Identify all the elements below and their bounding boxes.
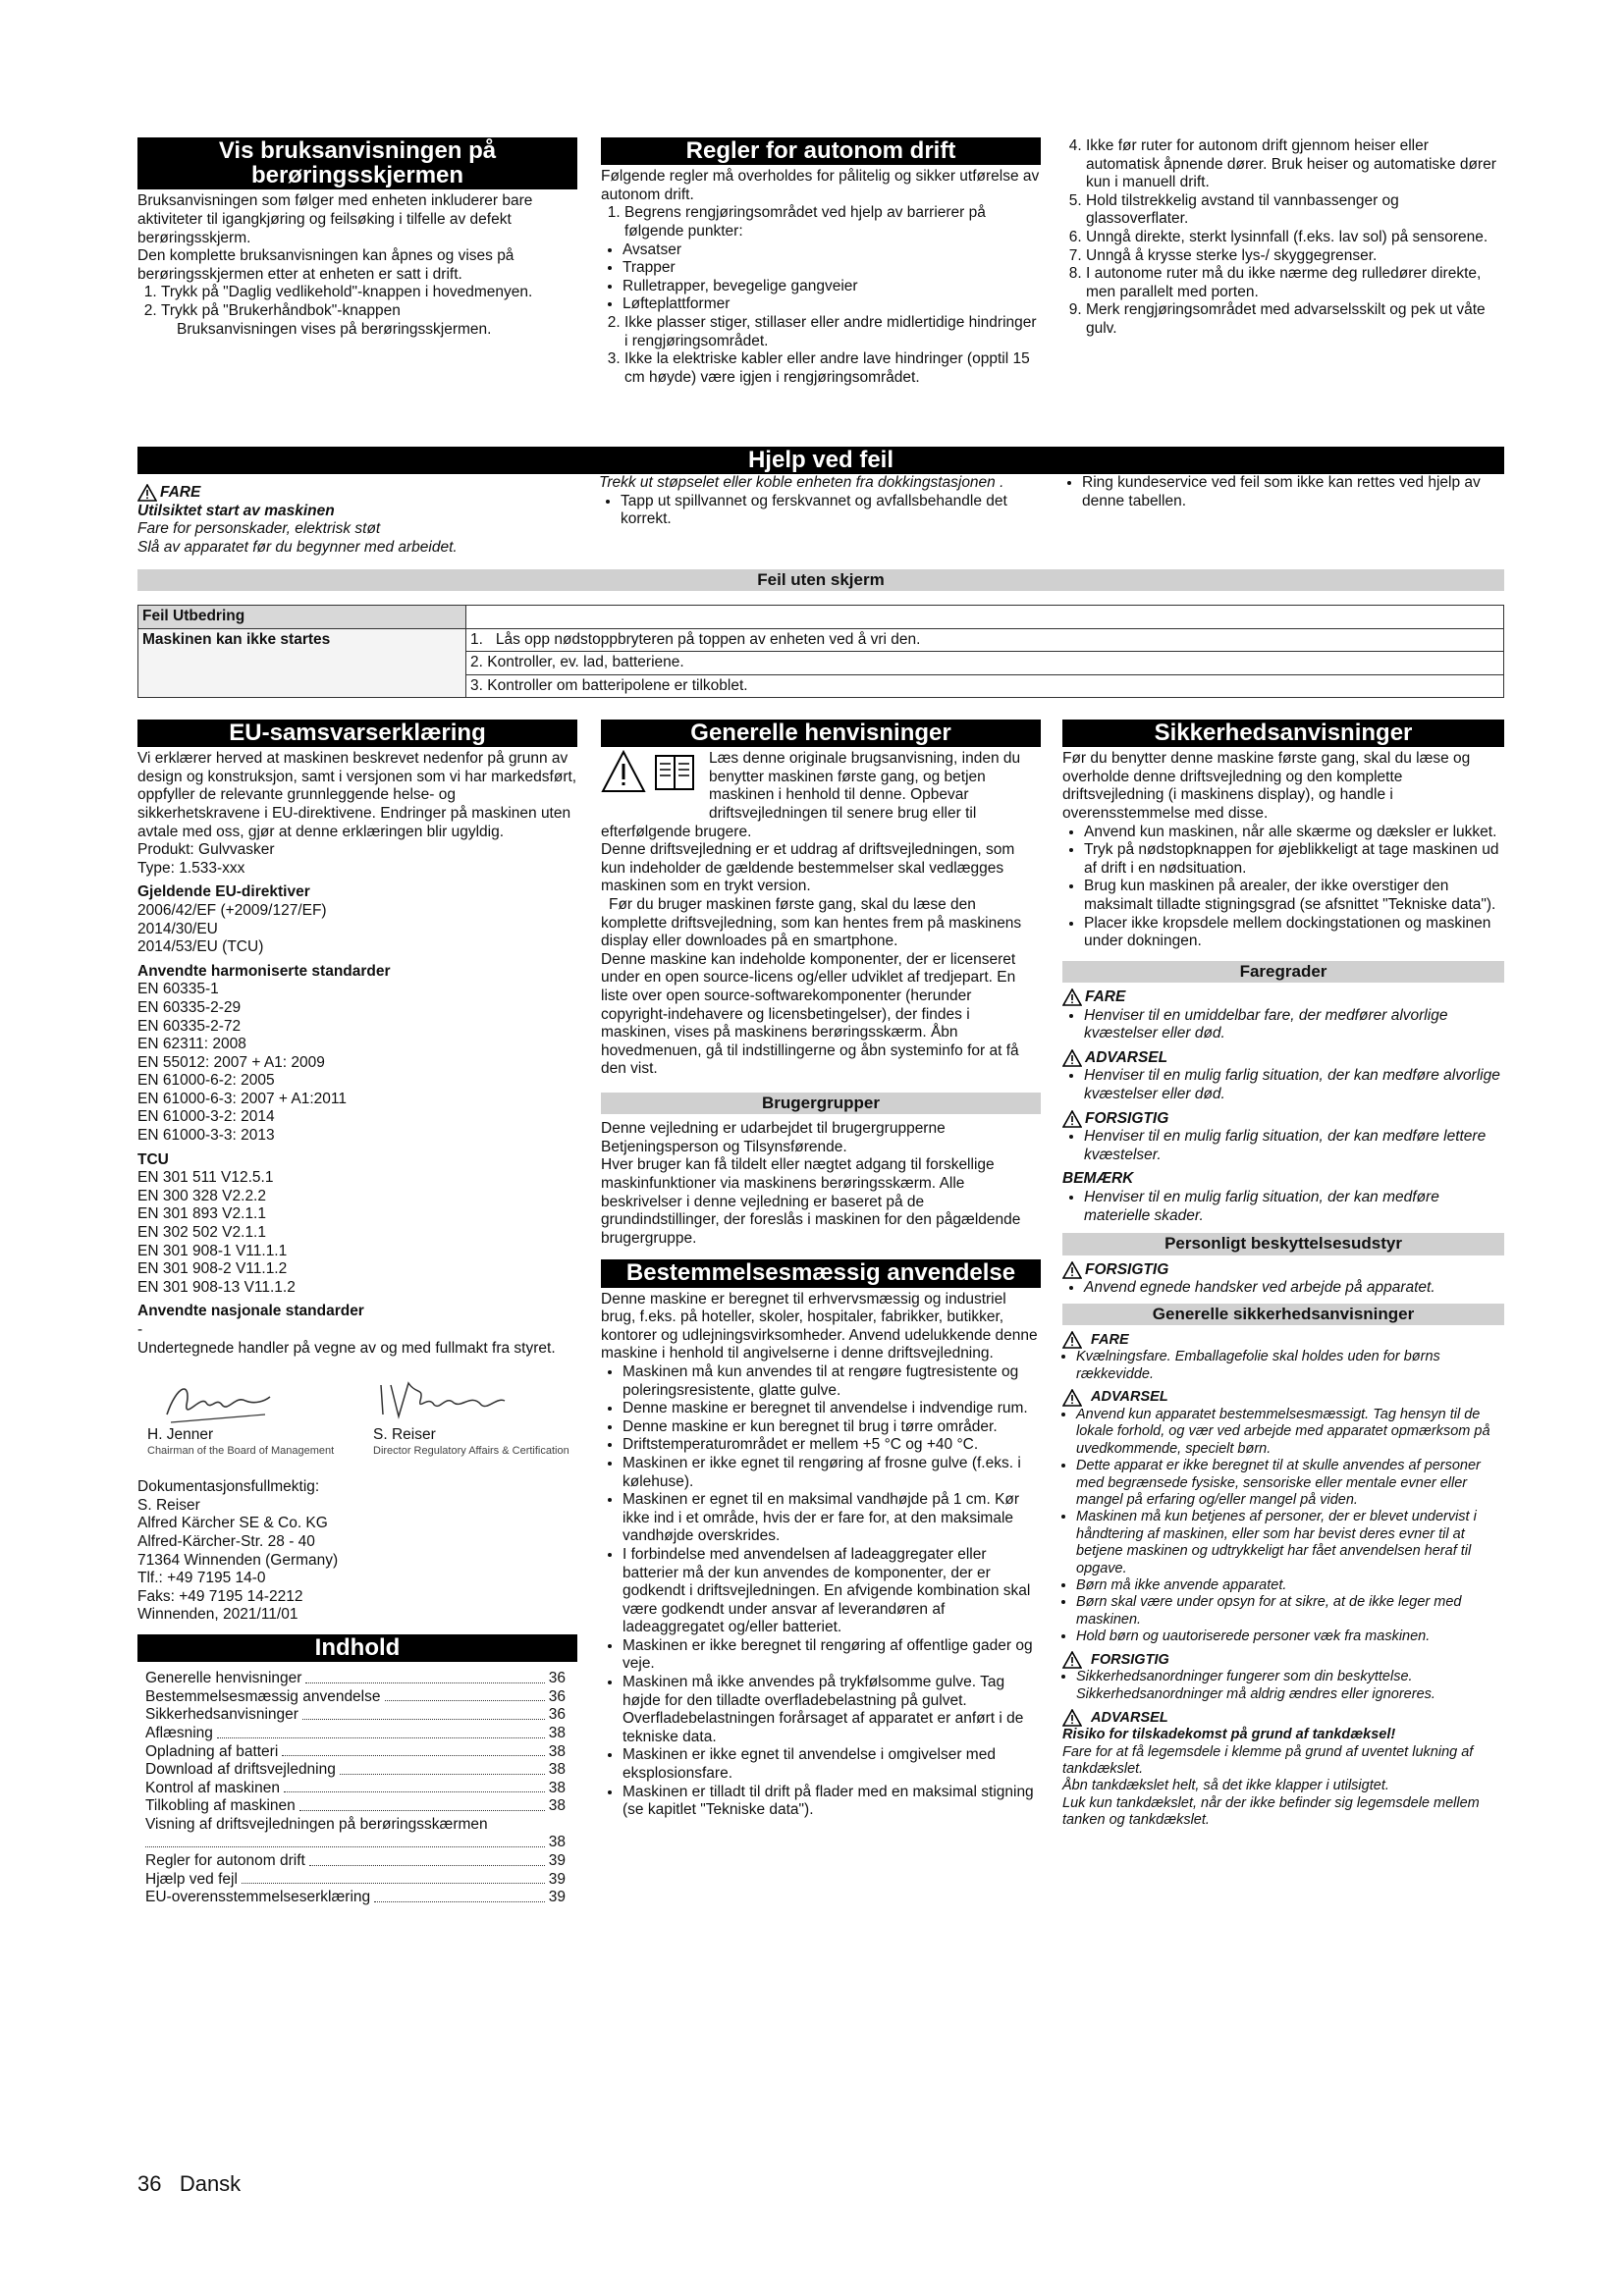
- toc-entry[interactable]: EU-overensstemmelseserklæring 39: [145, 1889, 566, 1906]
- standard: EN 55012: 2007 + A1: 2009: [137, 1053, 325, 1071]
- page-number: 36: [137, 2171, 162, 2196]
- hazard-level: BEMÆRK: [1062, 1170, 1134, 1188]
- subsection-title: Personligt beskyttelsesudstyr: [1062, 1233, 1504, 1255]
- paragraph: Denne maskine er beregnet til erhvervsmæssig og industriel brug, f.eks. på hoteller, skoler, hospitaler, fabrikker, butikker, kontorer og udlejningsvirksomheder. Anvend udelukkende denne maskine i henhold til angivelserne i denne driftsvejledning.: [601, 1290, 1038, 1362]
- address-line: Alfred Kärcher SE & Co. KG: [137, 1515, 328, 1532]
- page-language: Dansk: [179, 2171, 242, 2196]
- address-line: Dokumentasjonsfullmektig:: [137, 1478, 320, 1496]
- bullet-list: [599, 493, 1039, 529]
- list-item: • Brug kun maskinen på arealer, der ikke overstiger den maksimalt tilladte stigningsgrad (se afsnittet "Tekniske data").: [1084, 878, 1504, 914]
- address-line: Winnenden, 2021/11/01: [137, 1606, 298, 1624]
- fix-step: Lås opp nødstoppbryteren på toppen av enheten ved å vri den.: [495, 630, 921, 648]
- list-item: • Børn må ikke anvende apparatet.: [1076, 1577, 1504, 1594]
- list-item: • Driftstemperaturområdet er mellem +5 °C og +40 °C.: [623, 1436, 1041, 1455]
- address-line: Alfred-Kärcher-Str. 28 - 40: [137, 1532, 315, 1550]
- standard: EN 62311: 2008: [137, 1036, 246, 1053]
- standard: EN 60335-2-72: [137, 1017, 242, 1035]
- signer-name: H. Jenner: [147, 1426, 214, 1444]
- steps-list: [1062, 137, 1504, 339]
- list-item: • Anvend egnede handsker ved arbejde på apparatet.: [1084, 1279, 1504, 1298]
- list-item: • Denne maskine er beregnet til anvendelse i indvendige rum.: [623, 1400, 1041, 1418]
- hazard-level: FORSIGTIG: [1062, 1651, 1504, 1669]
- warning-text: Åbn tankdækslet helt, så det ikke klapper i utilsigtet.: [1062, 1778, 1389, 1794]
- warning-text: Luk kun tankdækslet, når der ikke befinder sig legemsdele mellem tanken og tankdækslet.: [1062, 1794, 1480, 1829]
- signer-name: S. Reiser: [373, 1426, 436, 1444]
- standard: EN 61000-3-2: 2014: [137, 1108, 275, 1126]
- list-item: • Henviser til en mulig farlig situation, der kan medføre alvorlige kvæstelser eller død.: [1084, 1067, 1504, 1103]
- toc-entry[interactable]: Opladning af batteri 38: [145, 1742, 566, 1760]
- list-item: • Anvend kun apparatet bestemmelsesmæssigt. Tag hensyn til de lokale forhold, og vær ved arbejde med apparatet opmærksom på uvedkommende, specielt børn.: [1076, 1407, 1504, 1458]
- section-title: EU-samsvarserklæring: [137, 720, 577, 747]
- warning-triangle-icon: [1062, 1651, 1082, 1669]
- paragraph: Hver bruger kan få tildelt eller nægtet adgang til forskellige maskinfunktioner via maskinens berøringsskærm. Alle beskrivelser i denne vejledning er baseret på de grundindstillinger, der foreslås i maskinen for den pågældende brugergruppe.: [601, 1156, 1021, 1247]
- signature-reiser: [373, 1375, 511, 1429]
- list-item: 2. Ikke plasser stiger, stillaser eller andre midlertidige hindringer i rengjøringsområdet.: [624, 314, 1041, 350]
- toc-entry[interactable]: Bestemmelsesmæssig anvendelse 36: [145, 1687, 566, 1705]
- list-item: • Avsatser: [623, 241, 1041, 260]
- list-item: • Henviser til en mulig farlig situation, der kan medføre materielle skader.: [1084, 1189, 1504, 1225]
- bullet-list: [1062, 1007, 1504, 1043]
- hazard-level: ADVARSEL: [1062, 1709, 1504, 1727]
- warning-triangle-icon: [601, 750, 646, 793]
- list-item: • Maskinen er ikke egnet til rengøring af frosne gulve (f.eks. i kølehuse).: [623, 1455, 1041, 1491]
- toc-entry[interactable]: Visning af driftsvejledningen på berøringsskærmen 38: [145, 1815, 566, 1851]
- bullet-list: [601, 1363, 1041, 1820]
- bullet-list: [1062, 1279, 1504, 1298]
- fix-step: Kontroller om batteripolene er tilkoblet.: [487, 676, 748, 694]
- section-sikkerhed: [1062, 720, 1504, 1830]
- list-item: • Henviser til en umiddelbar fare, der medfører alvorlige kvæstelser eller død.: [1084, 1007, 1504, 1043]
- fault-table: [137, 605, 1504, 698]
- type: Type: 1.533-xxx: [137, 859, 245, 877]
- subsection-title: Feil uten skjerm: [137, 569, 1504, 591]
- list-item: 7. Unngå å krysse sterke lys-/ skyggegrenser.: [1086, 247, 1504, 266]
- warning-triangle-icon: [1062, 1389, 1082, 1407]
- standard: EN 60335-2-29: [137, 998, 242, 1016]
- toc-entry[interactable]: Kontrol af maskinen 38: [145, 1779, 566, 1796]
- section-eu: [137, 720, 577, 1907]
- warning-triangle-icon: [137, 484, 157, 502]
- table-header: Feil Utbedring: [138, 605, 466, 628]
- address-line: Tlf.: +49 7195 14-0: [137, 1570, 266, 1587]
- signature-jenner: [157, 1375, 275, 1429]
- paragraph: Denne maskine kan indeholde komponenter, der er licenseret under en open source-licens og/eller udviklet af tredjepart. En liste over open source-softwarekomponenter (herunder copyright-indehavere og licensbetingelser), der findes i maskinen, vises på maskinens berøringsskærm. Åbn hovedmenuen, gå til indstillingerne og åbn systeminfo for at få den vist.: [601, 950, 1019, 1078]
- subheading: TCU: [137, 1150, 169, 1168]
- warning-triangle-icon: [1062, 1709, 1082, 1727]
- standard: EN 301 893 V2.1.1: [137, 1205, 266, 1223]
- table-cell: 1. Lås opp nødstoppbryteren på toppen av enheten ved å vri den. 2. Kontroller, ev. lad, batteriene. 3. Kontroller om batteripolene er tilkoblet.: [466, 628, 1504, 698]
- paragraph: Denne vejledning er udarbejdet til brugergrupperne Betjeningsperson og Tilsynsførende.: [601, 1120, 946, 1155]
- list-item: • Maskinen er ikke egnet til anvendelse i omgivelser med eksplosionsfare.: [623, 1746, 1041, 1783]
- toc-entry[interactable]: Sikkerhedsanvisninger 36: [145, 1706, 566, 1724]
- section-generelle: [601, 720, 1041, 1820]
- standard: EN 301 908-13 V11.1.2: [137, 1278, 296, 1296]
- list-item: 5. Hold tilstrekkelig avstand til vannbassenger og glassoverflater.: [1086, 192, 1504, 229]
- table-cell: Maskinen kan ikke startes: [138, 628, 466, 698]
- dash: -: [137, 1321, 143, 1338]
- list-item: • Dette apparat er ikke beregnet til at skulle anvendes af personer med begrænsede fysiske, sensoriske eller mentale evner eller mangel på erfaring og/eller mangel på viden.: [1076, 1458, 1504, 1509]
- subsection-title: Brugergrupper: [601, 1093, 1041, 1114]
- subheading: Anvendte harmoniserte standarder: [137, 962, 391, 980]
- list-item: • Placer ikke kropsdele mellem dockingstationen og maskinen under dokningen.: [1084, 915, 1504, 951]
- paragraph: Bruksanvisningen som følger med enheten inkluderer bare aktiviteter til igangkjøring og feilsøking i tilfelle av defekt berøringsskjerm.: [137, 192, 533, 246]
- table-header-empty: [466, 605, 1504, 628]
- steps-list: [137, 284, 577, 320]
- bullet-list: [1060, 474, 1502, 510]
- warning-triangle-icon: [1062, 1261, 1082, 1279]
- standard: EN 301 908-1 V11.1.1: [137, 1242, 288, 1259]
- list-item: • Maskinen er ikke beregnet til rengøring af offentlige gader og veje.: [623, 1637, 1041, 1674]
- paragraph: Før du bruger maskinen første gang, skal du læse den komplette driftsvejledning, som kan hentes frem på maskinens display eller downloades på en smartphone.: [601, 895, 1022, 950]
- hazard-level: ADVARSEL: [1062, 1389, 1504, 1407]
- address-line: 71364 Winnenden (Germany): [137, 1551, 339, 1569]
- paragraph: Undertegnede handler på vegne av og med fullmakt fra styret.: [137, 1339, 556, 1357]
- standard: EN 61000-6-2: 2005: [137, 1072, 275, 1090]
- bullet-list: [1062, 1349, 1504, 1383]
- list-item: • Maskinen må kun betjenes af personer, der er blevet undervist i håndtering af maskinen, eller som har bevist deres evner til at betjene maskinen og udtrykkeligt har fået anvendelsen heraf til opgave.: [1076, 1509, 1504, 1577]
- standard: EN 300 328 V2.2.2: [137, 1187, 266, 1204]
- list-item: • Kvælningsfare. Emballagefolie skal holdes uden for børns rækkevidde.: [1076, 1349, 1504, 1383]
- list-item: • Maskinen må kun anvendes til at rengøre fugtresistente og poleringsresistente, glatte gulve.: [623, 1363, 1041, 1400]
- toc-entry[interactable]: Hjælp ved fejl 39: [145, 1870, 566, 1888]
- section-hjelp: [137, 447, 1504, 698]
- page-footer: [137, 2171, 241, 2197]
- standard: EN 301 908-2 V11.1.2: [137, 1260, 288, 1278]
- list-item: • Denne maskine er kun beregnet til brug i tørre områder.: [623, 1418, 1041, 1437]
- paragraph: Trekk ut støpselet eller koble enheten fra dokkingstasjonen .: [599, 474, 1004, 492]
- hazard-level: FARE: [1062, 988, 1504, 1007]
- list-item: • I forbindelse med anvendelsen af ladeaggregater eller batterier må der kun anvendes de komponenter, der er godkendt i driftsvejledningen. En afvigende kombination skal være godkendt under ansvar af leverandøren af ladeaggregatet og/eller batteriet.: [623, 1546, 1041, 1637]
- toc-entry[interactable]: Regler for autonom drift 39: [145, 1852, 566, 1870]
- warning-text: Fare for at få legemsdele i klemme på grund af uventet lukning af tankdækslet.: [1062, 1743, 1474, 1778]
- list-item: • Løfteplattformer: [623, 295, 1041, 314]
- warning-triangle-icon: [1062, 988, 1082, 1006]
- list-item: 4. Ikke før ruter for autonom drift gjennom heiser eller automatisk åpnende dører. Bruk heiser og automatiske dører kun i manuell drift.: [1086, 137, 1504, 192]
- list-item: • Børn skal være under opsyn for at sikre, at de ikke leger med maskinen.: [1076, 1594, 1504, 1629]
- fix-step: Kontroller, ev. lad, batteriene.: [487, 654, 684, 671]
- list-item: • Trapper: [623, 259, 1041, 278]
- hazard-level: FORSIGTIG: [1062, 1261, 1504, 1280]
- warning-label: FARE: [160, 484, 201, 502]
- directive: 2014/30/EU: [137, 920, 218, 937]
- standard: EN 60335-1: [137, 981, 219, 998]
- manual-icons: [601, 750, 703, 805]
- warning-title: Utilsiktet start av maskinen: [137, 502, 335, 519]
- standard: EN 61000-3-3: 2013: [137, 1127, 275, 1145]
- section-title: Vis bruksanvisningen på berøringsskjermen: [137, 137, 577, 189]
- product: Produkt: Gulvvasker: [137, 841, 275, 859]
- paragraph: Før du benytter denne maskine første gang, skal du læse og overholde denne driftsvejledning og den komplette driftsvejledning (i maskinens display), og handle i overensstemmelse med disse.: [1062, 750, 1471, 822]
- table-row: [138, 628, 1504, 698]
- list-item: • Maskinen er tilladt til drift på flader med en maksimal stigning (se kapitlet "Tekniske data").: [623, 1784, 1041, 1820]
- list-item: 1. Begrens rengjøringsområdet ved hjelp av barrierer på følgende punkter:: [624, 204, 1041, 240]
- bullet-list: [1062, 1669, 1504, 1703]
- list-item: 9. Merk rengjøringsområdet med advarselsskilt og pek ut våte gulv.: [1086, 301, 1504, 338]
- signer-role: Chairman of the Board of Management: [147, 1444, 335, 1457]
- list-item: 2. Trykk på "Brukerhåndbok"-knappen: [161, 302, 577, 321]
- standard: EN 301 511 V12.5.1: [137, 1169, 274, 1187]
- table-of-contents: [137, 1662, 577, 1907]
- warning-triangle-icon: [1062, 1049, 1082, 1067]
- section-title: Bestemmelsesmæssig anvendelse: [601, 1259, 1041, 1287]
- paragraph: Læs denne originale brugsanvisning, inden du benytter maskinen første gang, og betjen maskinen i henhold til denne. Opbevar driftsvejledningen til senere brug eller til efterfølgende brugere.: [601, 750, 1021, 840]
- toc-entry[interactable]: Aflæsning 38: [145, 1724, 566, 1741]
- bullet-list: [1062, 1128, 1504, 1164]
- paragraph: Den komplette bruksanvisningen kan åpnes og vises på berøringsskjermen etter at enheten er satt i drift.: [137, 247, 514, 283]
- hazard-level: FARE: [1062, 1331, 1504, 1349]
- list-item: • Tryk på nødstopknappen for øjeblikkeligt at tage maskinen ud af drift i en nødsituation.: [1084, 841, 1504, 878]
- list-item: • Tapp ut spillvannet og ferskvannet og avfallsbehandle det korrekt.: [621, 493, 1039, 529]
- standard: EN 302 502 V2.1.1: [137, 1224, 266, 1242]
- directive: 2006/42/EF (+2009/127/EF): [137, 901, 327, 919]
- warning-triangle-icon: [1062, 1331, 1082, 1349]
- standard: EN 61000-6-3: 2007 + A1:2011: [137, 1090, 348, 1107]
- paragraph: Følgende regler må overholdes for pålitelig og sikker utførelse av autonom drift.: [601, 168, 1040, 203]
- steps-list: [601, 314, 1041, 387]
- bullet-list: [1062, 1189, 1504, 1225]
- hazard-level: FORSIGTIG: [1062, 1110, 1504, 1129]
- section-title: Hjelp ved feil: [137, 447, 1504, 474]
- section-vis-bruksanvisning: [137, 137, 577, 339]
- list-item: • Sikkerhedsanordninger fungerer som din beskyttelse. Sikkerhedsanordninger må aldrig ændres eller ignoreres.: [1076, 1669, 1504, 1703]
- toc-title: Indhold: [137, 1634, 577, 1662]
- list-item: • Rulletrapper, bevegelige gangveier: [623, 278, 1041, 296]
- list-item: 1. Trykk på "Daglig vedlikehold"-knappen i hovedmenyen.: [161, 284, 577, 302]
- list-item: 8. I autonome ruter må du ikke nærme deg rulledører direkte, men parallelt med porten.: [1086, 265, 1504, 301]
- toc-entry[interactable]: Download af driftsvejledning 38: [145, 1761, 566, 1779]
- subheading: Gjeldende EU-direktiver: [137, 883, 310, 901]
- warning-title: Risiko for tilskadekomst på grund af tankdæksel!: [1062, 1727, 1396, 1743]
- signer-role: Director Regulatory Affairs & Certification: [373, 1444, 569, 1457]
- steps-list: [601, 204, 1041, 240]
- list-item: • Hold børn og uautoriserede personer væk fra maskinen.: [1076, 1629, 1504, 1645]
- section-title: Regler for autonom drift: [601, 137, 1041, 165]
- list-item: 6. Unngå direkte, sterkt lysinnfall (f.eks. lav sol) på sensorene.: [1086, 229, 1504, 247]
- section-regler-cont: [1062, 137, 1504, 339]
- subheading: Anvendte nasjonale standarder: [137, 1303, 364, 1320]
- paragraph: Vi erklærer herved at maskinen beskrevet nedenfor på grunn av design og konstruksjon, samt i versjonen som vi har markedsført, oppfyller de relevante grunnleggende helse- og sikkerhetskravene i EU-direktivene. Endringer på maskinen uten avtale med oss, gjør at denne erklæringen blir ugyldig.: [137, 750, 577, 840]
- warning-text: Slå av apparatet før du begynner med arbeidet.: [137, 538, 458, 556]
- bullet-list: [601, 241, 1041, 314]
- paragraph: Bruksanvisningen vises på berøringsskjermen.: [177, 320, 492, 338]
- paragraph: Denne driftsvejledning er et uddrag af driftsvejledningen, som kun indeholder de gældende bestemmelser skal vedlægges maskinen som en trykt version.: [601, 841, 1015, 895]
- section-title: Generelle henvisninger: [601, 720, 1041, 747]
- warning-text: Fare for personskader, elektrisk støt: [137, 520, 381, 538]
- bullet-list: [1062, 1067, 1504, 1103]
- bullet-list: [1062, 1407, 1504, 1645]
- manual-book-icon: [652, 750, 697, 793]
- section-regler: [601, 137, 1041, 387]
- list-item: • Anvend kun maskinen, når alle skærme og dæksler er lukket.: [1084, 824, 1504, 842]
- hazard-level: ADVARSEL: [1062, 1049, 1504, 1068]
- subsection-title: Faregrader: [1062, 961, 1504, 983]
- address-line: Faks: +49 7195 14-2212: [137, 1587, 303, 1605]
- address-line: S. Reiser: [137, 1496, 200, 1514]
- toc-entry[interactable]: Tilkobling af maskinen 38: [145, 1797, 566, 1815]
- directive: 2014/53/EU (TCU): [137, 938, 264, 956]
- subsection-title: Generelle sikkerhedsanvisninger: [1062, 1304, 1504, 1325]
- warning-box: [137, 474, 577, 557]
- list-item: 3. Ikke la elektriske kabler eller andre lave hindringer (opptil 15 cm høyde) være igjen i rengjøringsområdet.: [624, 350, 1041, 387]
- toc-entry[interactable]: Generelle henvisninger 36: [145, 1670, 566, 1687]
- list-item: • Maskinen må ikke anvendes på trykfølsomme gulve. Tag højde for den tilladte overfladebelastning på gulvet. Overfladebelastningen forårsaget af apparatet er anført i de tekniske data.: [623, 1674, 1041, 1746]
- warning-triangle-icon: [1062, 1110, 1082, 1128]
- list-item: • Henviser til en mulig farlig situation, der kan medføre lettere kvæstelser.: [1084, 1128, 1504, 1164]
- bullet-list: [1062, 824, 1504, 951]
- list-item: • Ring kundeservice ved feil som ikke kan rettes ved hjelp av denne tabellen.: [1082, 474, 1502, 510]
- signatures: [137, 1375, 577, 1478]
- list-item: • Maskinen er egnet til en maksimal vandhøjde på 1 cm. Kør ikke ind i et område, hvis der er fare for, at den maksimale vandhøjde overskrides.: [623, 1491, 1041, 1546]
- section-title: Sikkerhedsanvisninger: [1062, 720, 1504, 747]
